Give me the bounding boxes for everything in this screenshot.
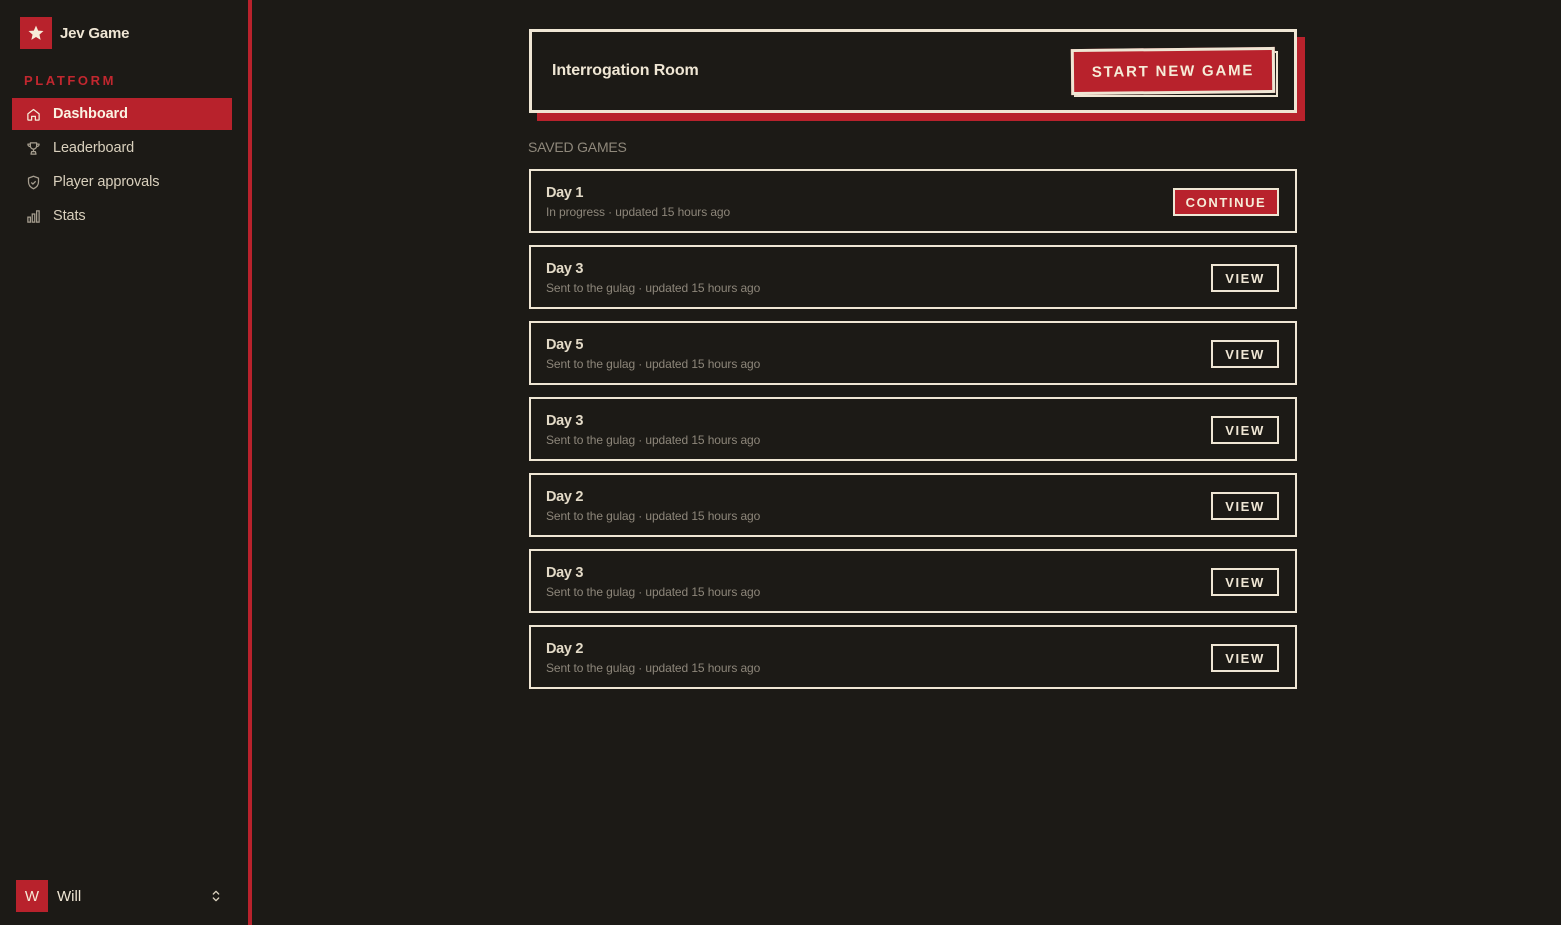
sidebar-divider bbox=[248, 0, 252, 925]
page-title: Interrogation Room bbox=[552, 62, 699, 79]
list-item bbox=[529, 245, 1297, 309]
list-item bbox=[529, 473, 1297, 537]
sidebar-nav bbox=[12, 98, 232, 234]
game-meta: Sent to the gulag · updated 15 hours ago bbox=[546, 509, 761, 523]
game-meta: Sent to the gulag · updated 15 hours ago bbox=[546, 433, 761, 447]
game-title: Day 3 bbox=[546, 565, 584, 581]
avatar: W bbox=[16, 880, 48, 912]
view-button[interactable]: VIEW bbox=[1211, 264, 1279, 292]
view-button[interactable]: VIEW bbox=[1211, 340, 1279, 368]
sidebar-item-leaderboard[interactable] bbox=[12, 132, 232, 164]
list-item bbox=[529, 169, 1297, 233]
start-button-wrapper bbox=[1071, 48, 1279, 98]
sidebar bbox=[0, 0, 248, 925]
game-meta: Sent to the gulag · updated 15 hours ago bbox=[546, 585, 761, 599]
sidebar-item-label: Leaderboard bbox=[53, 140, 135, 156]
header-card bbox=[529, 29, 1297, 113]
sidebar-item-label: Stats bbox=[53, 208, 86, 224]
saved-games-heading: SAVED GAMES bbox=[528, 139, 627, 155]
view-button[interactable]: VIEW bbox=[1211, 492, 1279, 520]
game-meta: Sent to the gulag · updated 15 hours ago bbox=[546, 281, 761, 295]
game-title: Day 5 bbox=[546, 337, 584, 353]
brand[interactable] bbox=[20, 17, 129, 49]
user-name: Will bbox=[57, 887, 82, 905]
list-item bbox=[529, 625, 1297, 689]
list-item bbox=[529, 321, 1297, 385]
game-title: Day 2 bbox=[546, 641, 584, 657]
view-button[interactable]: VIEW bbox=[1211, 644, 1279, 672]
view-button[interactable]: VIEW bbox=[1211, 416, 1279, 444]
game-meta: Sent to the gulag · updated 15 hours ago bbox=[546, 661, 761, 675]
list-item bbox=[529, 397, 1297, 461]
list-item bbox=[529, 549, 1297, 613]
view-button[interactable]: VIEW bbox=[1211, 568, 1279, 596]
sidebar-item-player-approvals[interactable] bbox=[12, 166, 232, 198]
section-label-platform: PLATFORM bbox=[24, 73, 117, 88]
continue-button[interactable]: CONTINUE bbox=[1173, 188, 1279, 216]
home-icon bbox=[25, 106, 41, 122]
game-title: Day 3 bbox=[546, 261, 584, 277]
sidebar-item-label: Dashboard bbox=[53, 106, 128, 122]
shield-check-icon bbox=[25, 174, 41, 190]
sidebar-item-stats[interactable] bbox=[12, 200, 232, 232]
brand-name: Jev Game bbox=[60, 24, 130, 42]
sidebar-item-dashboard[interactable] bbox=[12, 98, 232, 130]
trophy-icon bbox=[25, 140, 41, 156]
star-icon bbox=[20, 17, 52, 49]
saved-games-list bbox=[529, 169, 1297, 701]
game-meta: In progress · updated 15 hours ago bbox=[546, 205, 731, 219]
game-title: Day 2 bbox=[546, 489, 584, 505]
sidebar-item-label: Player approvals bbox=[53, 174, 160, 190]
chevron-up-down-icon bbox=[208, 888, 224, 904]
start-new-game-button[interactable]: START NEW GAME bbox=[1071, 47, 1275, 95]
user-menu[interactable] bbox=[16, 880, 230, 912]
game-title: Day 1 bbox=[546, 185, 584, 201]
game-meta: Sent to the gulag · updated 15 hours ago bbox=[546, 357, 761, 371]
bar-chart-icon bbox=[25, 208, 41, 224]
game-title: Day 3 bbox=[546, 413, 584, 429]
